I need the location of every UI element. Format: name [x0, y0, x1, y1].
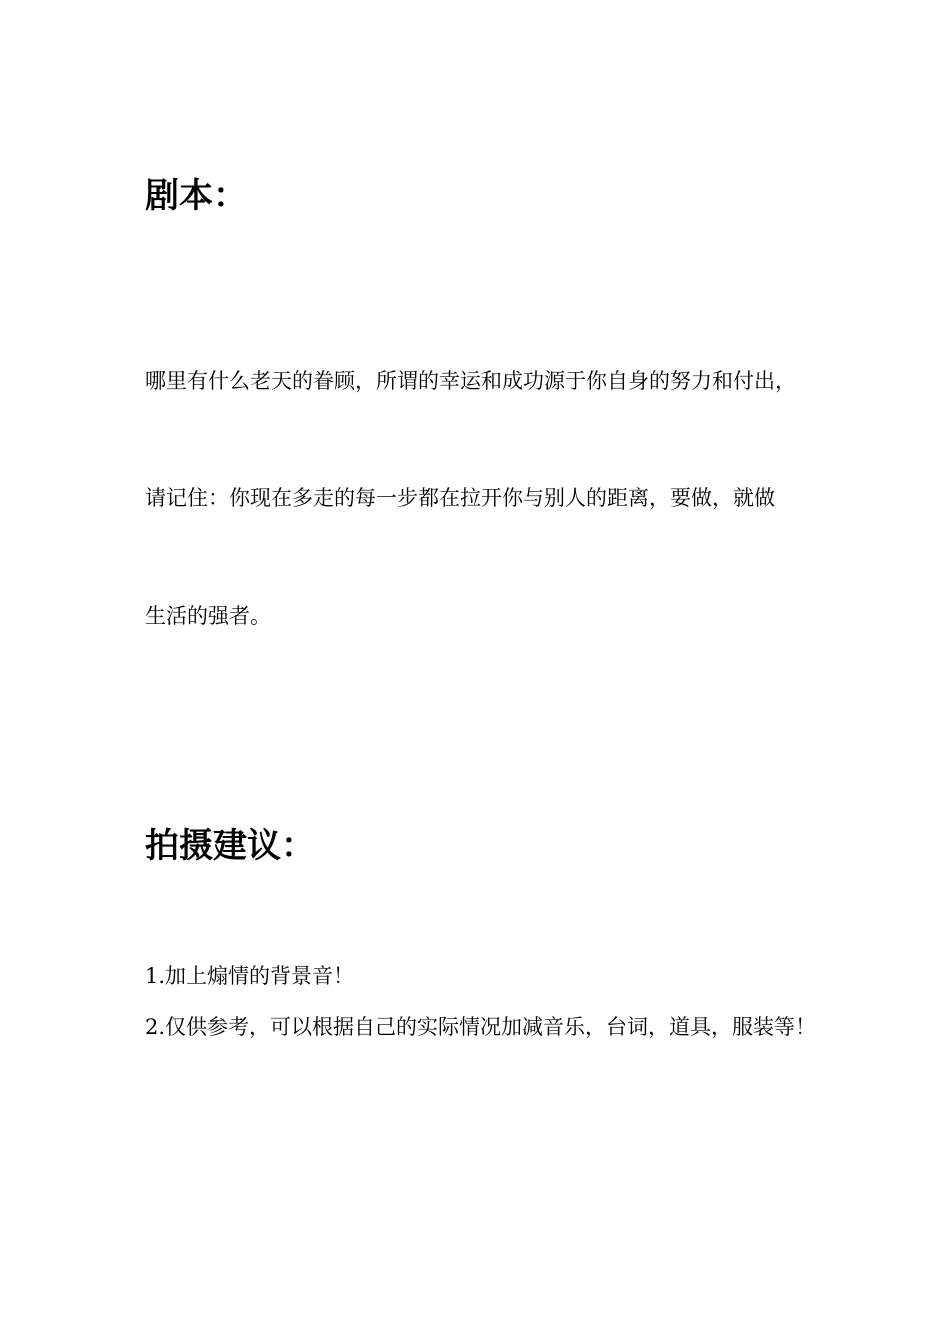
- script-heading: 剧本：: [145, 176, 247, 216]
- script-line-1: 哪里有什么老天的眷顾，所谓的幸运和成功源于你自身的努力和付出，: [145, 369, 796, 393]
- shooting-tips-heading: 拍摄建议：: [145, 826, 315, 866]
- tip-item-2: 2.仅供参考，可以根据自己的实际情况加减音乐，台词，道具，服装等！: [145, 1015, 817, 1039]
- script-line-3: 生活的强者。: [145, 604, 271, 628]
- script-line-2: 请记住：你现在多走的每一步都在拉开你与别人的距离，要做，就做: [145, 486, 775, 510]
- tip-item-1: 1.加上煽情的背景音！: [145, 964, 355, 988]
